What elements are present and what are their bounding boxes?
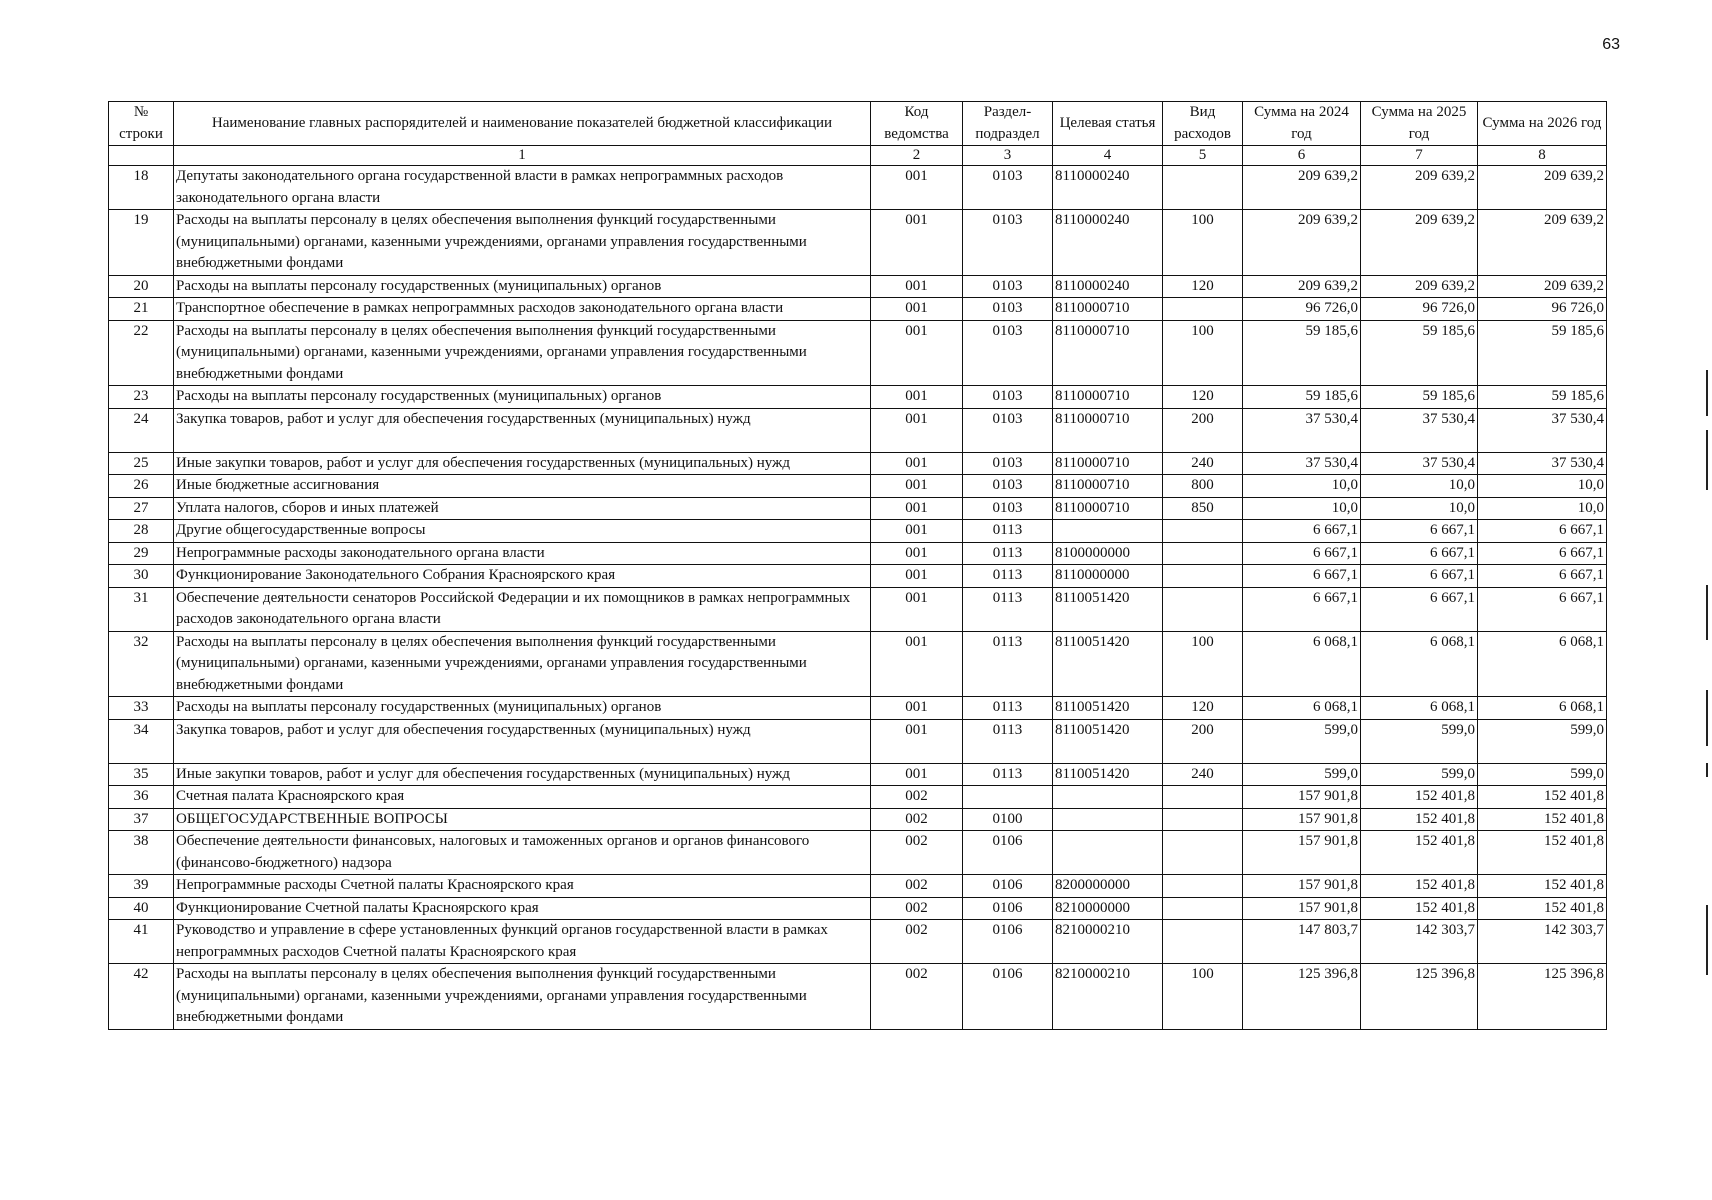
header-sum-2024: Сумма на 2024 год <box>1243 102 1361 146</box>
target-article: 8210000210 <box>1053 964 1163 1030</box>
target-article: 8110000240 <box>1053 210 1163 276</box>
table-row <box>109 786 1607 809</box>
sum-2026: 125 396,8 <box>1478 964 1607 1030</box>
column-numbers-row <box>109 146 1607 166</box>
target-article: 8200000000 <box>1053 875 1163 898</box>
page-number: 63 <box>1602 36 1620 53</box>
table-row <box>109 408 1607 452</box>
expense-type: 120 <box>1163 386 1243 409</box>
sum-2024: 209 639,2 <box>1243 275 1361 298</box>
sum-2024: 157 901,8 <box>1243 831 1361 875</box>
table-row <box>109 719 1607 763</box>
row-number: 42 <box>109 964 174 1030</box>
section-code: 0106 <box>963 875 1053 898</box>
target-article: 8110000710 <box>1053 497 1163 520</box>
row-number: 33 <box>109 697 174 720</box>
sum-2025: 37 530,4 <box>1361 452 1478 475</box>
column-number: 7 <box>1361 146 1478 166</box>
scan-edge-mark <box>1706 905 1708 975</box>
expense-type: 200 <box>1163 408 1243 452</box>
row-number: 29 <box>109 542 174 565</box>
section-code: 0113 <box>963 520 1053 543</box>
row-number: 30 <box>109 565 174 588</box>
table-row <box>109 542 1607 565</box>
target-article: 8110000240 <box>1053 166 1163 210</box>
section-code: 0103 <box>963 166 1053 210</box>
target-article: 8110051420 <box>1053 631 1163 697</box>
row-name: Иные закупки товаров, работ и услуг для обеспечения государственных (муниципальных) нужд <box>174 763 871 786</box>
sum-2025: 209 639,2 <box>1361 210 1478 276</box>
column-number <box>109 146 174 166</box>
scan-edge-mark <box>1706 370 1708 416</box>
sum-2024: 599,0 <box>1243 719 1361 763</box>
sum-2024: 6 068,1 <box>1243 697 1361 720</box>
expense-type: 100 <box>1163 320 1243 386</box>
row-number: 22 <box>109 320 174 386</box>
table-row <box>109 920 1607 964</box>
header-name: Наименование главных распорядителей и наименование показателей бюджетной классификации <box>174 102 871 146</box>
sum-2024: 59 185,6 <box>1243 386 1361 409</box>
sum-2024: 10,0 <box>1243 497 1361 520</box>
sum-2026: 152 401,8 <box>1478 808 1607 831</box>
target-article: 8110051420 <box>1053 719 1163 763</box>
section-code: 0103 <box>963 210 1053 276</box>
sum-2026: 152 401,8 <box>1478 897 1607 920</box>
row-number: 20 <box>109 275 174 298</box>
section-code: 0113 <box>963 587 1053 631</box>
budget-table <box>108 101 1607 1030</box>
expense-type: 100 <box>1163 964 1243 1030</box>
dept-code: 001 <box>871 587 963 631</box>
sum-2024: 157 901,8 <box>1243 808 1361 831</box>
row-name: Обеспечение деятельности финансовых, налоговых и таможенных органов и органов финансового (финансово-бюджетного) надзора <box>174 831 871 875</box>
row-number: 31 <box>109 587 174 631</box>
target-article: 8110000240 <box>1053 275 1163 298</box>
dept-code: 001 <box>871 475 963 498</box>
sum-2026: 37 530,4 <box>1478 408 1607 452</box>
table-row <box>109 497 1607 520</box>
scan-edge-mark <box>1706 585 1708 640</box>
sum-2024: 10,0 <box>1243 475 1361 498</box>
sum-2026: 10,0 <box>1478 497 1607 520</box>
section-code: 0103 <box>963 298 1053 321</box>
table-row <box>109 697 1607 720</box>
table-row <box>109 831 1607 875</box>
dept-code: 002 <box>871 831 963 875</box>
sum-2024: 96 726,0 <box>1243 298 1361 321</box>
row-name: Закупка товаров, работ и услуг для обеспечения государственных (муниципальных) нужд <box>174 408 871 452</box>
target-article <box>1053 520 1163 543</box>
section-code: 0103 <box>963 320 1053 386</box>
sum-2025: 152 401,8 <box>1361 808 1478 831</box>
expense-type <box>1163 808 1243 831</box>
row-number: 24 <box>109 408 174 452</box>
section-code: 0113 <box>963 719 1053 763</box>
row-name: Непрограммные расходы Счетной палаты Красноярского края <box>174 875 871 898</box>
dept-code: 001 <box>871 298 963 321</box>
dept-code: 001 <box>871 386 963 409</box>
sum-2026: 152 401,8 <box>1478 875 1607 898</box>
sum-2025: 59 185,6 <box>1361 386 1478 409</box>
row-name: Закупка товаров, работ и услуг для обеспечения государственных (муниципальных) нужд <box>174 719 871 763</box>
scan-edge-mark <box>1706 430 1708 490</box>
dept-code: 001 <box>871 697 963 720</box>
sum-2025: 6 667,1 <box>1361 520 1478 543</box>
sum-2024: 209 639,2 <box>1243 166 1361 210</box>
section-code: 0103 <box>963 275 1053 298</box>
row-name: ОБЩЕГОСУДАРСТВЕННЫЕ ВОПРОСЫ <box>174 808 871 831</box>
expense-type: 200 <box>1163 719 1243 763</box>
sum-2026: 142 303,7 <box>1478 920 1607 964</box>
dept-code: 001 <box>871 275 963 298</box>
column-number: 8 <box>1478 146 1607 166</box>
sum-2024: 157 901,8 <box>1243 875 1361 898</box>
target-article <box>1053 786 1163 809</box>
sum-2026: 37 530,4 <box>1478 452 1607 475</box>
section-code: 0106 <box>963 920 1053 964</box>
sum-2026: 10,0 <box>1478 475 1607 498</box>
header-sum-2026: Сумма на 2026 год <box>1478 102 1607 146</box>
sum-2025: 209 639,2 <box>1361 275 1478 298</box>
dept-code: 001 <box>871 166 963 210</box>
row-number: 18 <box>109 166 174 210</box>
table-row <box>109 386 1607 409</box>
column-number: 4 <box>1053 146 1163 166</box>
sum-2024: 599,0 <box>1243 763 1361 786</box>
sum-2024: 37 530,4 <box>1243 452 1361 475</box>
target-article <box>1053 808 1163 831</box>
row-name: Расходы на выплаты персоналу государственных (муниципальных) органов <box>174 386 871 409</box>
row-name: Обеспечение деятельности сенаторов Российской Федерации и их помощников в рамках непрограммных расходов законодательного органа власти <box>174 587 871 631</box>
expense-type: 100 <box>1163 210 1243 276</box>
column-number: 6 <box>1243 146 1361 166</box>
row-number: 37 <box>109 808 174 831</box>
table-body <box>109 166 1607 1030</box>
expense-type <box>1163 565 1243 588</box>
section-code: 0103 <box>963 452 1053 475</box>
table-header <box>109 102 1607 166</box>
row-name: Расходы на выплаты персоналу государственных (муниципальных) органов <box>174 275 871 298</box>
target-article: 8110000710 <box>1053 408 1163 452</box>
scan-edge-mark <box>1706 690 1708 746</box>
dept-code: 001 <box>871 497 963 520</box>
table-row <box>109 808 1607 831</box>
row-name: Уплата налогов, сборов и иных платежей <box>174 497 871 520</box>
sum-2025: 6 667,1 <box>1361 565 1478 588</box>
row-number: 23 <box>109 386 174 409</box>
expense-type <box>1163 520 1243 543</box>
table-row <box>109 875 1607 898</box>
target-article: 8210000210 <box>1053 920 1163 964</box>
table-row <box>109 210 1607 276</box>
table-row <box>109 897 1607 920</box>
sum-2025: 599,0 <box>1361 763 1478 786</box>
row-number: 38 <box>109 831 174 875</box>
expense-type <box>1163 831 1243 875</box>
table-row <box>109 587 1607 631</box>
row-name: Иные закупки товаров, работ и услуг для обеспечения государственных (муниципальных) нужд <box>174 452 871 475</box>
sum-2026: 6 068,1 <box>1478 697 1607 720</box>
sum-2025: 96 726,0 <box>1361 298 1478 321</box>
sum-2026: 152 401,8 <box>1478 831 1607 875</box>
expense-type: 120 <box>1163 697 1243 720</box>
sum-2025: 209 639,2 <box>1361 166 1478 210</box>
section-code: 0113 <box>963 697 1053 720</box>
row-name: Другие общегосударственные вопросы <box>174 520 871 543</box>
section-code: 0106 <box>963 964 1053 1030</box>
sum-2026: 6 667,1 <box>1478 587 1607 631</box>
dept-code: 002 <box>871 964 963 1030</box>
sum-2025: 6 667,1 <box>1361 542 1478 565</box>
expense-type: 120 <box>1163 275 1243 298</box>
table-row <box>109 520 1607 543</box>
sum-2024: 6 667,1 <box>1243 587 1361 631</box>
sum-2024: 6 667,1 <box>1243 565 1361 588</box>
row-number: 19 <box>109 210 174 276</box>
sum-2025: 152 401,8 <box>1361 875 1478 898</box>
sum-2025: 142 303,7 <box>1361 920 1478 964</box>
expense-type <box>1163 786 1243 809</box>
table-row <box>109 763 1607 786</box>
sum-2024: 6 667,1 <box>1243 542 1361 565</box>
expense-type <box>1163 875 1243 898</box>
row-name: Непрограммные расходы законодательного органа власти <box>174 542 871 565</box>
target-article: 8110051420 <box>1053 763 1163 786</box>
row-name: Расходы на выплаты персоналу государственных (муниципальных) органов <box>174 697 871 720</box>
row-name: Счетная палата Красноярского края <box>174 786 871 809</box>
sum-2025: 37 530,4 <box>1361 408 1478 452</box>
row-number: 34 <box>109 719 174 763</box>
header-sum-2025: Сумма на 2025 год <box>1361 102 1478 146</box>
section-code: 0113 <box>963 763 1053 786</box>
sum-2025: 10,0 <box>1361 475 1478 498</box>
sum-2026: 152 401,8 <box>1478 786 1607 809</box>
sum-2026: 599,0 <box>1478 763 1607 786</box>
row-number: 26 <box>109 475 174 498</box>
table-row <box>109 298 1607 321</box>
dept-code: 001 <box>871 565 963 588</box>
table-row <box>109 452 1607 475</box>
column-number: 5 <box>1163 146 1243 166</box>
target-article: 8110051420 <box>1053 587 1163 631</box>
target-article: 8110000710 <box>1053 475 1163 498</box>
sum-2024: 6 667,1 <box>1243 520 1361 543</box>
dept-code: 002 <box>871 786 963 809</box>
sum-2024: 209 639,2 <box>1243 210 1361 276</box>
row-number: 36 <box>109 786 174 809</box>
row-name: Расходы на выплаты персоналу в целях обеспечения выполнения функций государственными (муниципальными) органами, казенными учреждениями, органами управления государственными внебюджетными фондами <box>174 210 871 276</box>
target-article: 8110051420 <box>1053 697 1163 720</box>
expense-type <box>1163 587 1243 631</box>
table-row <box>109 166 1607 210</box>
table-row <box>109 320 1607 386</box>
target-article: 8100000000 <box>1053 542 1163 565</box>
row-name: Расходы на выплаты персоналу в целях обеспечения выполнения функций государственными (муниципальными) органами, казенными учреждениями, органами управления государственными внебюджетными фондами <box>174 320 871 386</box>
target-article <box>1053 831 1163 875</box>
target-article: 8210000000 <box>1053 897 1163 920</box>
target-article: 8110000710 <box>1053 452 1163 475</box>
row-number: 28 <box>109 520 174 543</box>
row-name: Иные бюджетные ассигнования <box>174 475 871 498</box>
section-code: 0103 <box>963 408 1053 452</box>
sum-2025: 10,0 <box>1361 497 1478 520</box>
column-number: 1 <box>174 146 871 166</box>
section-code: 0113 <box>963 631 1053 697</box>
section-code: 0100 <box>963 808 1053 831</box>
row-name: Транспортное обеспечение в рамках непрограммных расходов законодательного органа власти <box>174 298 871 321</box>
expense-type <box>1163 166 1243 210</box>
section-code: 0106 <box>963 897 1053 920</box>
expense-type <box>1163 542 1243 565</box>
dept-code: 001 <box>871 631 963 697</box>
sum-2025: 6 667,1 <box>1361 587 1478 631</box>
expense-type: 100 <box>1163 631 1243 697</box>
sum-2026: 6 667,1 <box>1478 520 1607 543</box>
header-section: Раздел- подраздел <box>963 102 1053 146</box>
target-article: 8110000000 <box>1053 565 1163 588</box>
section-code <box>963 786 1053 809</box>
row-name: Расходы на выплаты персоналу в целях обеспечения выполнения функций государственными (муниципальными) органами, казенными учреждениями, органами управления государственными внебюджетными фондами <box>174 631 871 697</box>
row-number: 27 <box>109 497 174 520</box>
sum-2026: 6 667,1 <box>1478 542 1607 565</box>
table-row <box>109 565 1607 588</box>
expense-type <box>1163 298 1243 321</box>
column-number: 2 <box>871 146 963 166</box>
sum-2025: 599,0 <box>1361 719 1478 763</box>
sum-2026: 209 639,2 <box>1478 275 1607 298</box>
section-code: 0103 <box>963 386 1053 409</box>
scan-edge-mark <box>1706 763 1708 777</box>
sum-2026: 209 639,2 <box>1478 210 1607 276</box>
row-number: 25 <box>109 452 174 475</box>
row-name: Руководство и управление в сфере установленных функций органов государственной власти в рамках непрограммных расходов Счетной палаты Красноярского края <box>174 920 871 964</box>
header-expense-type: Вид расходов <box>1163 102 1243 146</box>
sum-2024: 157 901,8 <box>1243 786 1361 809</box>
sum-2025: 59 185,6 <box>1361 320 1478 386</box>
dept-code: 001 <box>871 320 963 386</box>
expense-type: 240 <box>1163 452 1243 475</box>
dept-code: 001 <box>871 719 963 763</box>
sum-2026: 6 068,1 <box>1478 631 1607 697</box>
header-target-article: Целевая статья <box>1053 102 1163 146</box>
table-row <box>109 964 1607 1030</box>
row-number: 40 <box>109 897 174 920</box>
expense-type <box>1163 897 1243 920</box>
target-article: 8110000710 <box>1053 386 1163 409</box>
row-name: Функционирование Законодательного Собрания Красноярского края <box>174 565 871 588</box>
column-number: 3 <box>963 146 1053 166</box>
row-number: 32 <box>109 631 174 697</box>
section-code: 0106 <box>963 831 1053 875</box>
section-code: 0113 <box>963 565 1053 588</box>
row-number: 39 <box>109 875 174 898</box>
table-row <box>109 475 1607 498</box>
table-row <box>109 631 1607 697</box>
row-number: 35 <box>109 763 174 786</box>
sum-2024: 59 185,6 <box>1243 320 1361 386</box>
sum-2025: 152 401,8 <box>1361 831 1478 875</box>
sum-2026: 59 185,6 <box>1478 320 1607 386</box>
dept-code: 001 <box>871 763 963 786</box>
sum-2026: 599,0 <box>1478 719 1607 763</box>
sum-2025: 152 401,8 <box>1361 786 1478 809</box>
dept-code: 001 <box>871 452 963 475</box>
sum-2025: 6 068,1 <box>1361 631 1478 697</box>
target-article: 8110000710 <box>1053 298 1163 321</box>
dept-code: 002 <box>871 875 963 898</box>
dept-code: 001 <box>871 210 963 276</box>
row-name: Функционирование Счетной палаты Красноярского края <box>174 897 871 920</box>
sum-2024: 157 901,8 <box>1243 897 1361 920</box>
sum-2025: 152 401,8 <box>1361 897 1478 920</box>
sum-2025: 6 068,1 <box>1361 697 1478 720</box>
expense-type <box>1163 920 1243 964</box>
dept-code: 002 <box>871 920 963 964</box>
dept-code: 001 <box>871 408 963 452</box>
dept-code: 002 <box>871 808 963 831</box>
header-row-number: № строки <box>109 102 174 146</box>
row-name: Депутаты законодательного органа государственной власти в рамках непрограммных расходов законодательного органа власти <box>174 166 871 210</box>
header-dept-code: Код ведомства <box>871 102 963 146</box>
dept-code: 001 <box>871 520 963 543</box>
sum-2026: 6 667,1 <box>1478 565 1607 588</box>
expense-type: 240 <box>1163 763 1243 786</box>
sum-2026: 209 639,2 <box>1478 166 1607 210</box>
section-code: 0113 <box>963 542 1053 565</box>
row-number: 41 <box>109 920 174 964</box>
row-number: 21 <box>109 298 174 321</box>
table-row <box>109 275 1607 298</box>
dept-code: 001 <box>871 542 963 565</box>
target-article: 8110000710 <box>1053 320 1163 386</box>
sum-2024: 147 803,7 <box>1243 920 1361 964</box>
dept-code: 002 <box>871 897 963 920</box>
section-code: 0103 <box>963 475 1053 498</box>
row-name: Расходы на выплаты персоналу в целях обеспечения выполнения функций государственными (муниципальными) органами, казенными учреждениями, органами управления государственными внебюджетными фондами <box>174 964 871 1030</box>
sum-2024: 6 068,1 <box>1243 631 1361 697</box>
expense-type: 850 <box>1163 497 1243 520</box>
expense-type: 800 <box>1163 475 1243 498</box>
sum-2024: 125 396,8 <box>1243 964 1361 1030</box>
sum-2026: 96 726,0 <box>1478 298 1607 321</box>
sum-2024: 37 530,4 <box>1243 408 1361 452</box>
section-code: 0103 <box>963 497 1053 520</box>
sum-2026: 59 185,6 <box>1478 386 1607 409</box>
sum-2025: 125 396,8 <box>1361 964 1478 1030</box>
